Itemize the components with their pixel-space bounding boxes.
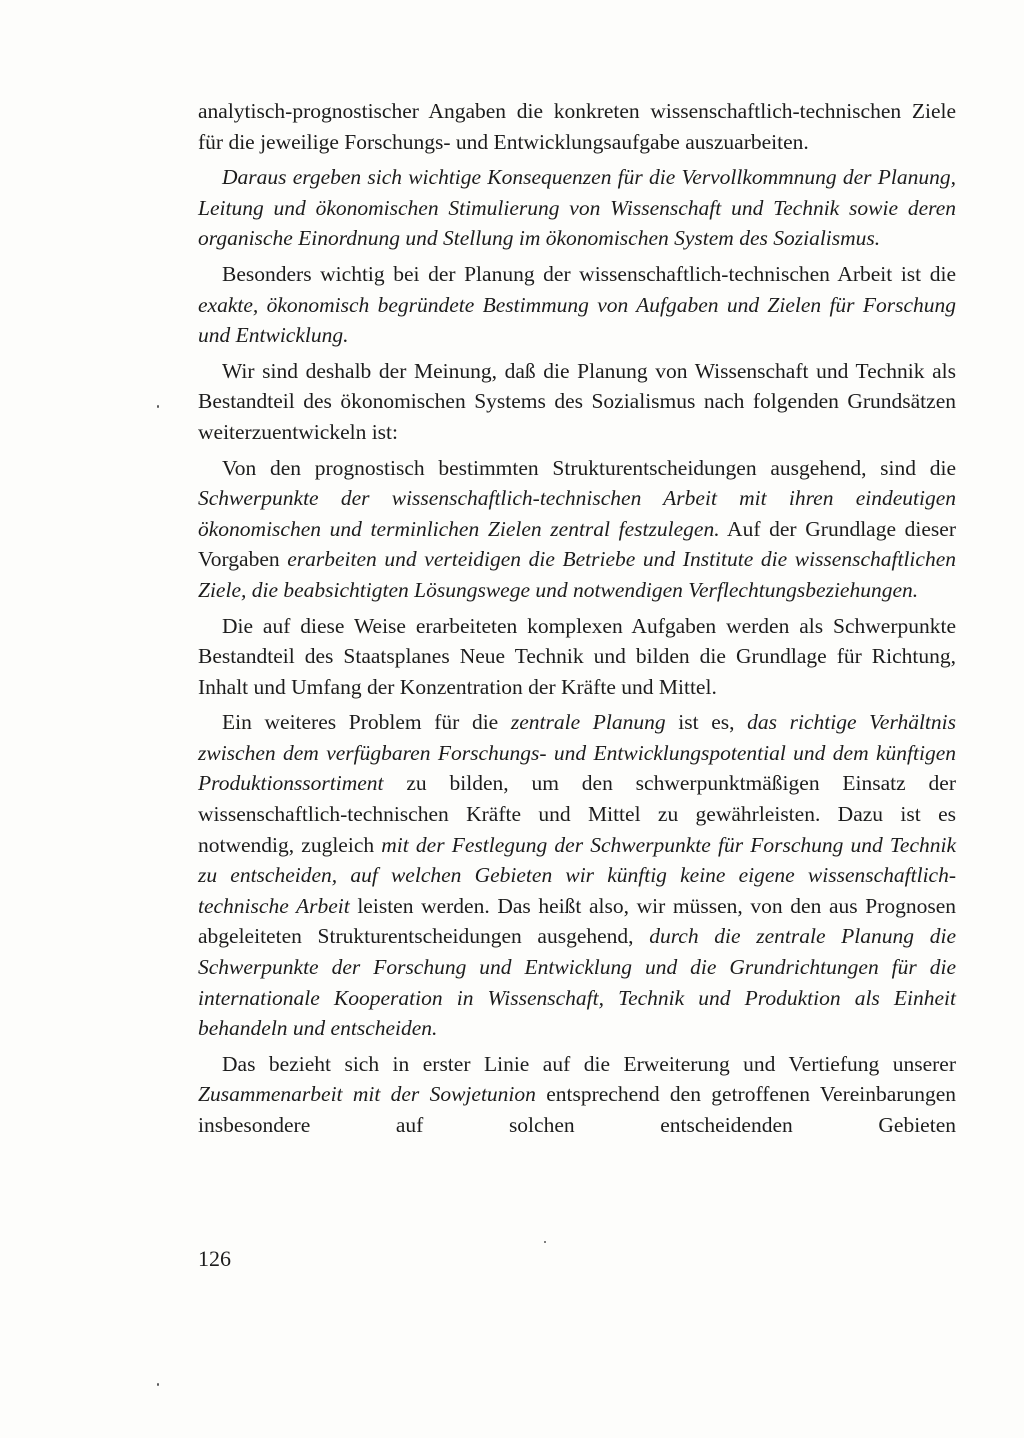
paragraph-2 xyxy=(198,162,956,254)
italic-text-run: durch die zentrale Planung die Schwerpunkte der Forschung und Entwicklung und die Grundrichtungen für die internationale Kooperation in Wissenschaft, Technik und Produktion als Einheit behandeln und entscheiden. xyxy=(198,924,956,1041)
paragraph-4 xyxy=(198,356,956,448)
text-run: ist es, xyxy=(665,710,748,735)
paragraph-3 xyxy=(198,259,956,351)
text-run: Wir sind deshalb der Meinung, daß die Planung von Wissenschaft und Technik als Bestandteil des ökonomischen Systems des Sozialismus nach folgenden Grundsätzen weiterzuentwickeln ist: xyxy=(198,358,956,444)
scan-speck xyxy=(157,405,159,408)
text-run: leisten werden. Das heißt also, wir müssen, von den aus Prognosen abgeleiteten Strukturentscheidungen ausgehend, xyxy=(198,893,957,949)
body-text xyxy=(198,96,956,1146)
text-run: analytisch-prognostischer Angaben die konkreten wissenschaftlich-technischen Ziele für die jeweilige Forschungs- und Entwicklungsaufgabe auszuarbeiten. xyxy=(198,99,956,154)
text-run: Das bezieht sich in erster Linie auf die Erweiterung und Vertiefung unserer xyxy=(222,1051,956,1076)
italic-text-run: das richtige Verhältnis zwischen dem verfügbaren Forschungs- und Entwicklungspotential und dem künftigen Produktionssortiment xyxy=(198,710,956,796)
text-run: Von den prognostisch bestimmten Strukturentscheidungen ausgehend, sind die xyxy=(222,455,956,480)
scan-speck xyxy=(157,1383,159,1386)
italic-text-run: erarbeiten und verteidigen die Betriebe und Institute die wissenschaftlichen Ziele, die beabsichtigten Lösungswege und notwendigen Verflechtungsbeziehungen. xyxy=(198,547,956,602)
text-run: Ein weiteres Problem für die xyxy=(222,710,511,735)
paragraph-8 xyxy=(198,1049,956,1141)
page-number: 126 xyxy=(198,1246,231,1271)
text-run: Auf der Grundlage dieser Vorgaben xyxy=(198,516,956,572)
scan-speck xyxy=(544,1241,546,1243)
italic-text-run: exakte, ökonomisch begründete Bestimmung von Aufgaben und Zielen für Forschung und Entwicklung. xyxy=(198,292,956,348)
italic-text-run: Schwerpunkte der wissenschaftlich-technischen Arbeit mit ihren eindeutigen ökonomischen und terminlichen Zielen zentral festzulegen. xyxy=(198,486,956,541)
paragraph-7 xyxy=(198,707,956,1044)
italic-text-run: Daraus ergeben sich wichtige Konsequenzen für die Vervollkommnung der Planung, Leitung und ökonomischen Stimulierung von Wissenschaft und Technik sowie deren organische Einordnung und Stellung im ökonomischen System des Sozialismus. xyxy=(198,165,956,251)
paragraph-5 xyxy=(198,453,956,606)
italic-text-run: zentrale Planung xyxy=(510,710,666,735)
italic-text-run: mit der Festlegung der Schwerpunkte für Forschung und Technik zu entscheiden, auf welchen Gebieten wir künftig keine eigene wissenschaftlich-technische Arbeit xyxy=(198,832,957,918)
text-run: Die auf diese Weise erarbeiteten komplexen Aufgaben werden als Schwerpunkte Bestandteil des Staatsplanes Neue Technik und bilden die Grundlage für Richtung, Inhalt und Umfang der Konzentration der Kräfte und Mittel. xyxy=(198,613,956,699)
text-run: Besonders wichtig bei der Planung der wissenschaftlich-technischen Arbeit ist die xyxy=(222,261,956,286)
text-run: entsprechend den getroffenen Vereinbarungen insbesondere auf solchen entscheidenden Gebieten xyxy=(198,1082,956,1137)
paragraph-6 xyxy=(198,611,956,703)
paragraph-1 xyxy=(198,96,956,157)
italic-text-run: Zusammenarbeit mit der Sowjetunion xyxy=(198,1082,536,1107)
text-run: zu bilden, um den schwerpunktmäßigen Einsatz der wissenschaftlich-technischen Kräfte und Mittel zu gewährleisten. Dazu ist es notwendig, zugleich xyxy=(198,771,956,857)
